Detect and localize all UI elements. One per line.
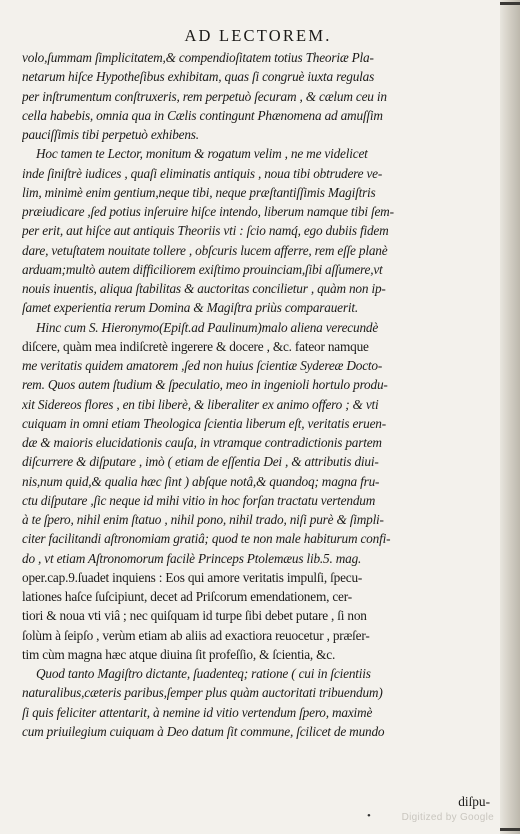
catchword: diſpu- (458, 794, 490, 809)
text-line: arduam;multò autem difficiliorem exiſtimo prouinciam,ſibi aſſumere,vt (22, 261, 383, 277)
text-line: nouis inuentis, aliqua ſtabilitas & auctoritas concilietur , quàm non ip- (22, 281, 386, 296)
text-line: lim, minimè enim gentium,neque tibi, neque præſtantiſſimis Magiſtris (22, 184, 376, 200)
text-line: per inſtrumentum conſtruxeris, rem perpetuò ſecuram , & cælum ceu in (22, 88, 387, 104)
text-line: pauciſſimis tibi perpetuò exhibens. (22, 127, 199, 142)
page-text-block (22, 26, 494, 741)
text-line: ſi quis feliciter attentarit, à nemine id vitio vertendum ſpero, maximè (22, 704, 373, 720)
text-line: do , vt etiam Aſtronomorum facilè Princeps Ptolemæus lib.5. mag. (22, 550, 362, 566)
text-line: diſcurrere & diſputare , imò ( etiam de eſſentia Dei , & attributis diui- (22, 454, 379, 470)
text-line: à te ſpero, nihil enim ſtatuo , nihil pono, nihil trado, niſi purè & ſimpli- (22, 512, 384, 527)
edge-bar-bottom (500, 828, 520, 831)
text-line: dare, vetuſtatem nouitate tollere , obſcuris lucem afferre, rem eſſe planè (22, 242, 388, 258)
text-line: lationes haſce ſuſcipiunt, decet ad Priſcorum emendationem, cer- (22, 589, 352, 604)
edge-bar-top (500, 2, 520, 5)
text-line: xit Sidereos flores , en tibi liberè, & liberaliter ex animo offero ; & vti (22, 396, 379, 412)
text-line: me veritatis quidem amatorem ,ſed non huius ſcientiæ Sydereæ Docto- (22, 358, 383, 373)
text-line: præiudicare ,ſed potius inſeruire hiſce intendo, liberum namque tibi ſem- (22, 204, 394, 219)
text-line: Quod tanto Magiſtro dictante, ſuadenteq; ratione ( cui in ſcientiis (36, 666, 371, 681)
text-line: diſcere, quàm mea indiſcretè ingerere & docere , &c. fateor namque (22, 338, 369, 354)
running-head: AD LECTOREM. (184, 26, 332, 45)
text-line: per erit, aut hiſce aut antiquis Theoriis vti : ſcio namq́, ego dubiis fidem (22, 223, 389, 239)
text-line: nis,num quid,& qualia hæc ſint ) abſque notâ,& quandoq; magna fru- (22, 473, 380, 489)
text-line: cum priuilegium cuiquam à Deo datum ſit commune, ſcilicet de mundo (22, 723, 385, 739)
page-edge-shadow (500, 0, 520, 834)
text-line: cella habebis, omnia qua in Cælis contingunt Phænomena ad amuſſim (22, 107, 383, 123)
text-line: Hoc tamen te Lector, monitum & rogatum velim , ne me videlicet (36, 146, 368, 162)
text-line: ſamet experientia rerum Domina & Magiſtra priùs comparauerit. (22, 300, 358, 316)
text-line: Hinc cum S. Hieronymo(Epiſt.ad Paulinum)malo aliena verecundè (36, 319, 379, 335)
text-line: naturalibus,cæteris paribus,ſemper plus quàm auctoritati tribuendum) (22, 685, 383, 701)
text-line: rem. Quos autem ſtudium & ſpeculatio, meo in ingenioli hortulo produ- (22, 377, 388, 393)
text-line: citer facilitandi aſtronomiam gratiâ; quod te non male habiturum confi- (22, 531, 391, 547)
text-line: tiori & noua vti viâ ; nec quiſquam id turpe ſibi debet putare , ſi non (22, 608, 367, 624)
watermark: Digitized by Google (401, 812, 494, 823)
text-line: cuiquam in omni etiam Theologica ſcientia liberum eſt, veritatis eruen- (22, 415, 386, 431)
text-line: ſolùm à ſeipſo , verùm etiam ab aliis ad exactiora reuocetur , præſer- (22, 627, 370, 643)
text-line: volo,ſummam ſimplicitatem,& compendioſitatem totius Theoriæ Pla- (22, 50, 374, 65)
text-line: inde ſiniſtrè iudices , quaſi eliminatis antiquis , noua tibi obtrudere ve- (22, 165, 383, 181)
text-line: ctu diſputare ,ſic neque id mihi vitio in hoc forſan tractatu vertendum (22, 492, 376, 508)
text-line: netarum hiſce Hypotheſibus exhibitam, quas ſi congruè iuxta regulas (22, 69, 375, 85)
text-line: oper.cap.9.ſuadet inquiens : Eos qui amore veritatis impulſi, ſpecu- (22, 569, 363, 585)
text-line: tim cùm magna hæc atque diuina ſit profeſſio, & ſcientia, &c. (22, 646, 336, 662)
bottom-mark: • (367, 810, 371, 822)
text-line: dæ & maioris elucidationis cauſa, in vtramque contradictionis partem (22, 435, 382, 450)
